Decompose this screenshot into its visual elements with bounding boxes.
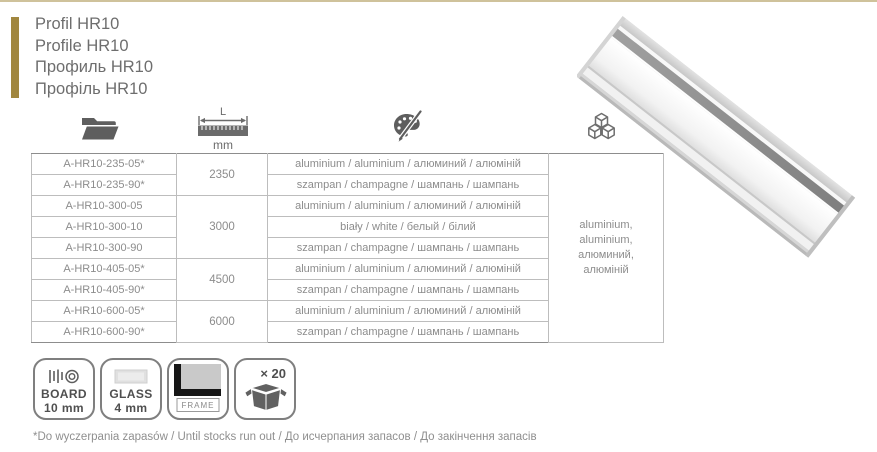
page-title-ru: Профиль HR10 <box>35 58 153 76</box>
glass-pane-icon <box>113 368 149 385</box>
table-row <box>32 154 664 175</box>
colour-cell: szampan / champagne / шампань / шампань <box>268 280 549 301</box>
folder-icon <box>80 114 120 142</box>
board-badge <box>33 358 95 420</box>
palette-icon <box>391 109 423 146</box>
ruler-icon <box>194 104 252 152</box>
colour-cell: szampan / champagne / шампань / шампань <box>268 175 549 196</box>
material-line: алюміній <box>583 264 629 276</box>
frame-corner-icon <box>174 364 221 396</box>
length-cell: 4500 <box>177 259 268 301</box>
colour-cell: aluminium / aluminium / алюминий / алюміній <box>268 154 549 175</box>
carton-box-icon <box>244 379 288 412</box>
page-title-pl: Profil HR10 <box>35 15 120 33</box>
material-cell <box>549 154 664 343</box>
material-line: aluminium, <box>579 219 633 231</box>
material-line: aluminium, <box>579 234 633 246</box>
colour-cell: biały / white / белый / білий <box>268 217 549 238</box>
product-code-cell: A-HR10-405-90* <box>32 280 177 301</box>
spec-table <box>31 153 664 343</box>
board-size-label: 10 mm <box>43 400 85 415</box>
length-cell: 2350 <box>177 154 268 196</box>
glass-size-label: 4 mm <box>114 400 148 415</box>
colour-cell: aluminium / aluminium / алюминий / алюміній <box>268 301 549 322</box>
product-code-cell: A-HR10-300-05 <box>32 196 177 217</box>
product-code-cell: A-HR10-300-90 <box>32 238 177 259</box>
product-code-cell: A-HR10-405-05* <box>32 259 177 280</box>
colour-cell: szampan / champagne / шампань / шампань <box>268 238 549 259</box>
unit-label: mm <box>213 138 233 152</box>
page-title-en: Profile HR10 <box>35 36 129 55</box>
frame-label: FRAME <box>177 398 220 412</box>
colour-cell: szampan / champagne / шампань / шампань <box>268 322 549 343</box>
page-title-uk: Профіль HR10 <box>35 79 148 98</box>
material-line: алюминий, <box>578 249 634 261</box>
top-divider-rule <box>0 0 877 2</box>
length-label: L <box>219 106 227 118</box>
product-code-cell: A-HR10-235-05* <box>32 154 177 175</box>
frame-badge <box>167 358 229 420</box>
quantity-label: × 20 <box>260 366 286 381</box>
glass-label: GLASS <box>109 387 153 401</box>
stock-footnote: *Do wyczerpania zapasów / Until stocks run out / До исчерпания запасов / До закінчення запасів <box>33 431 537 443</box>
product-code-cell: A-HR10-235-90* <box>32 175 177 196</box>
box-quantity-badge <box>234 358 296 420</box>
glass-badge <box>100 358 162 420</box>
accent-bar <box>11 17 19 98</box>
product-code-cell: A-HR10-300-10 <box>32 217 177 238</box>
cubes-icon <box>585 111 618 144</box>
board-label: BOARD <box>41 387 87 401</box>
length-cell: 6000 <box>177 301 268 343</box>
colour-cell: aluminium / aluminium / алюминий / алюміній <box>268 196 549 217</box>
chipboard-icon <box>48 368 80 385</box>
colour-cell: aluminium / aluminium / алюминий / алюміній <box>268 259 549 280</box>
product-code-cell: A-HR10-600-05* <box>32 301 177 322</box>
length-cell: 3000 <box>177 196 268 259</box>
product-code-cell: A-HR10-600-90* <box>32 322 177 343</box>
